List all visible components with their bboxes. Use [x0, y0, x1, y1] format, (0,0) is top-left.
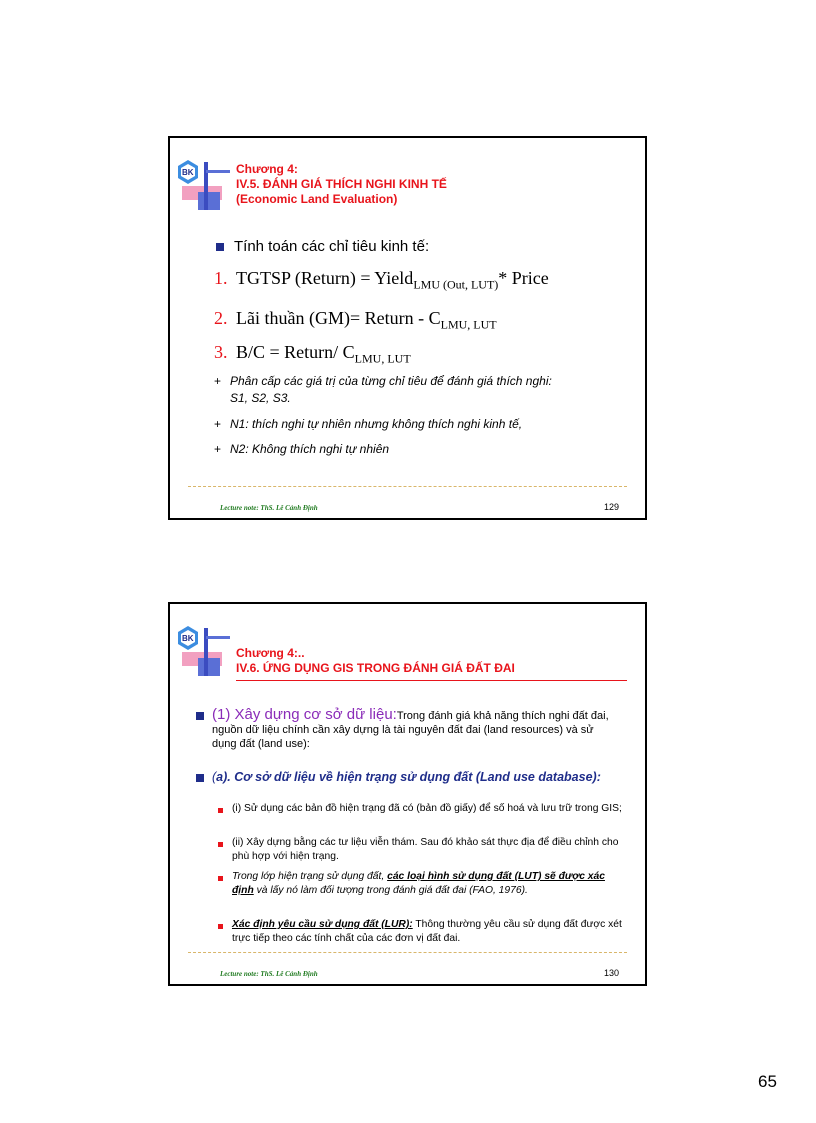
slide-129	[168, 136, 647, 520]
footer-credit: Lecture note: ThS. Lê Cảnh Định	[220, 504, 318, 512]
title-chapter: Chương 4:	[236, 162, 298, 176]
formula-return: 1. TGTSP (Return) = Yield$_{LMU (Out, LUT)}$* Price	[214, 268, 549, 292]
title-heading: IV.6. ỨNG DỤNG GIS TRONG ĐÁNH GIÁ ĐẤT ĐAI	[236, 661, 515, 675]
footer-credit: Lecture note: ThS. Lê Cảnh Định	[220, 970, 318, 978]
bk-logo-icon	[174, 622, 234, 678]
footer-divider	[188, 486, 627, 487]
square-bullet-icon	[196, 774, 204, 782]
item-landuse-db: (a). Cơ sở dữ liệu về hiện trạng sử dụng đất (Land use database):	[196, 770, 626, 785]
sub-item-remote-sensing: (ii) Xây dựng bằng các tư liệu viễn thám. Sau đó khảo sát thực địa để điều chỉnh cho phù hợp với hiện trạng.	[218, 836, 626, 864]
note-classes: S1, S2, S3.	[230, 391, 291, 405]
red-bullet-icon	[218, 924, 223, 929]
title-chapter: Chương 4:..	[236, 646, 305, 660]
title-heading: IV.5. ĐÁNH GIÁ THÍCH NGHI KINH TẾ	[236, 177, 447, 191]
formula-bc-ratio: 3. B/C = Return/ $C_{LMU, LUT}$	[214, 342, 411, 366]
formula-gross-margin: 2. Lãi thuần (GM)= Return - $C_{LMU, LUT}$	[214, 308, 497, 332]
title-subheading: (Economic Land Evaluation)	[236, 192, 398, 206]
slide-title	[236, 162, 447, 207]
slide-title	[236, 646, 515, 676]
square-bullet-icon	[196, 712, 204, 720]
sub-item-lur: Xác định yêu cầu sử dụng đất (LUR): Thông thường yêu cầu sử dụng đất được xét trực tiếp theo các tính chất của các đơn vị đất đai.	[218, 918, 626, 946]
title-underline	[236, 680, 627, 681]
red-bullet-icon	[218, 876, 223, 881]
note-n2: + N2: Không thích nghi tự nhiên	[214, 442, 390, 456]
svg-text:BK: BK	[182, 168, 194, 177]
page-number: 65	[758, 1072, 777, 1091]
svg-text:BK: BK	[182, 634, 194, 643]
slide-page-number: 130	[603, 968, 619, 978]
sub-item-lut: Trong lớp hiện trạng sử dụng đất, các loại hình sử dụng đất (LUT) sẽ được xác định và lấy nó làm đối tượng trong đánh giá đất đai (FAO, 1976).	[218, 870, 626, 898]
red-bullet-icon	[218, 808, 223, 813]
intro-line: Tính toán các chỉ tiêu kinh tế:	[216, 238, 429, 255]
bk-logo-icon	[174, 156, 234, 212]
slide-130	[168, 602, 647, 986]
sub-item-digitize: (i) Sử dụng các bản đồ hiện trạng đã có (bản đồ giấy) để số hoá và lưu trữ trong GIS;	[218, 802, 626, 816]
square-bullet-icon	[216, 243, 224, 251]
slide-page-number: 129	[603, 502, 619, 512]
note-n1: + N1: thích nghi tự nhiên nhưng không thích nghi kinh tế,	[214, 417, 523, 431]
note-classification: + Phân cấp các giá trị của từng chỉ tiêu để đánh giá thích nghi:	[214, 374, 552, 388]
item-database: (1) Xây dựng cơ sở dữ liệu:Trong đánh giá khả năng thích nghi đất đai, nguồn dữ liệu chính cần xây dựng là tài nguyên đất đai (land resources) và sử dụng đất (land use):	[196, 708, 616, 751]
red-bullet-icon	[218, 842, 223, 847]
footer-divider	[188, 952, 627, 953]
